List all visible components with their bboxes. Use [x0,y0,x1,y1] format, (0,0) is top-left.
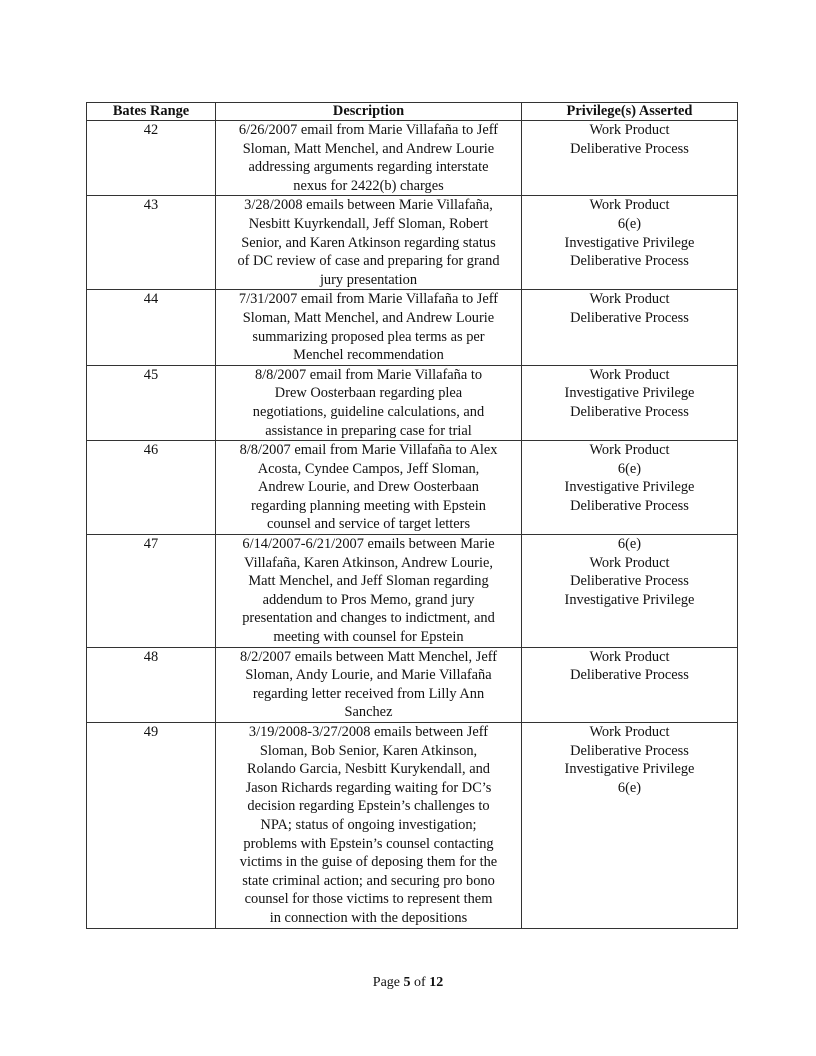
description-line: victims in the guise of deposing them for the [239,854,498,871]
description-line: summarizing proposed plea terms as per [252,328,485,345]
header-description: Description [216,103,522,121]
privilege-item: Work Product [589,554,670,571]
description-line: 6/26/2007 email from Marie Villafaña to Jeff [238,122,499,138]
bates-range-cell: 45 [87,365,216,440]
description-line: Menchel recommendation [293,347,444,364]
description-cell [216,290,522,365]
description-line: Sloman, Bob Senior, Karen Atkinson, [259,742,478,759]
description-cell [216,365,522,440]
description-line: addendum to Pros Memo, grand jury [262,591,475,608]
table-row [87,647,738,722]
privilege-item: Deliberative Process [570,309,689,326]
table-body [87,121,738,929]
description-line: counsel and service of target letters [266,516,471,533]
description-cell [216,441,522,535]
description-line: Drew Oosterbaan regarding plea [274,385,463,402]
bates-range-cell: 44 [87,290,216,365]
table-row [87,535,738,648]
table-row [87,365,738,440]
description-line: 8/8/2007 email from Marie Villafaña to [254,366,483,383]
bates-range-cell: 46 [87,441,216,535]
table-row [87,290,738,365]
privilege-item: Work Product [589,291,670,308]
description-line: NPA; status of ongoing investigation; [260,816,477,833]
description-cell [216,535,522,648]
privilege-item: Investigative Privilege [564,761,695,778]
table-row [87,121,738,196]
privilege-item: Deliberative Process [570,573,689,590]
privileges-cell [522,647,738,722]
privilege-item: 6(e) [617,215,642,232]
privilege-item: Deliberative Process [570,403,689,420]
description-line: 3/28/2008 emails between Marie Villafaña, [244,197,493,214]
privilege-item: Work Product [589,442,670,459]
privileges-cell [522,121,738,196]
bates-range-cell: 48 [87,647,216,722]
privilege-log-table [86,102,738,929]
description-line: decision regarding Epstein’s challenges to [247,798,490,815]
description-line: Jason Richards regarding waiting for DC’s [245,779,492,796]
description-line: nexus for 2422(b) charges [293,177,444,194]
description-line: assistance in preparing case for trial [265,422,472,439]
bates-range-cell: 47 [87,535,216,648]
description-cell [216,647,522,722]
description-line: in connection with the depositions [269,909,468,926]
header-bates-range: Bates Range [87,103,216,121]
description-line: negotiations, guideline calculations, and [252,403,485,420]
table-row [87,723,738,929]
table-row [87,441,738,535]
description-line: Sloman, Andy Lourie, and Marie Villafaña [245,667,492,684]
description-line: Acosta, Cyndee Campos, Jeff Sloman, [257,460,480,477]
privilege-item: Work Product [589,197,670,214]
privileges-cell [522,290,738,365]
privilege-item: Deliberative Process [570,140,689,157]
bates-range-cell: 43 [87,196,216,290]
privilege-item: 6(e) [617,779,642,796]
privilege-log-table-wrapper [86,102,737,929]
privilege-item: Deliberative Process [570,667,689,684]
description-cell [216,196,522,290]
description-line: Andrew Lourie, and Drew Oosterbaan [258,479,479,496]
description-line: 8/8/2007 email from Marie Villafaña to Alex [239,442,498,459]
footer-current-page: 5 [403,975,411,990]
privilege-item: Investigative Privilege [564,479,695,496]
description-line: presentation and changes to indictment, and [242,610,495,627]
description-line: Senior, and Karen Atkinson regarding status [241,234,496,251]
description-line: 8/2/2007 emails between Matt Menchel, Jeff [239,648,498,665]
description-line: 7/31/2007 email from Marie Villafaña to Jeff [238,291,499,308]
description-line: of DC review of case and preparing for grand [237,253,500,270]
description-cell [216,121,522,196]
description-line: Nesbitt Kuyrkendall, Jeff Sloman, Robert [248,215,489,232]
description-line: counsel for those victims to represent them [244,891,493,908]
page-footer [0,975,816,991]
header-privileges-asserted: Privilege(s) Asserted [522,103,738,121]
description-line: 6/14/2007-6/21/2007 emails between Marie [242,536,495,553]
description-line: problems with Epstein’s counsel contacting [243,835,494,852]
description-line: regarding letter received from Lilly Ann [252,685,485,702]
description-line: Sloman, Matt Menchel, and Andrew Lourie [242,309,495,326]
description-line: Matt Menchel, and Jeff Sloman regarding [248,573,489,590]
footer-total-pages: 12 [429,975,444,990]
description-cell [216,723,522,929]
description-line: addressing arguments regarding interstate [248,159,489,176]
description-line: Sloman, Matt Menchel, and Andrew Lourie [242,140,495,157]
privilege-item: Work Product [589,648,670,665]
description-line: 3/19/2008-3/27/2008 emails between Jeff [248,724,489,740]
table-header-row [87,103,738,121]
description-line: meeting with counsel for Epstein [273,629,464,646]
description-line: regarding planning meeting with Epstein [251,497,486,514]
description-line: Rolando Garcia, Nesbitt Kurykendall, and [247,761,490,778]
privilege-item: Work Product [589,366,670,383]
table-row [87,196,738,290]
privilege-item: Work Product [589,122,670,138]
privilege-item: Deliberative Process [570,742,689,759]
privilege-item: Deliberative Process [570,253,689,270]
privilege-item: Investigative Privilege [564,234,695,251]
privileges-cell [522,723,738,929]
privilege-item: Investigative Privilege [564,591,695,608]
privileges-cell [522,535,738,648]
description-line: state criminal action; and securing pro bono [242,872,495,889]
description-line: jury presentation [319,271,418,288]
description-line: Sanchez [344,704,393,721]
privilege-item: 6(e) [617,536,642,553]
bates-range-cell: 42 [87,121,216,196]
privilege-item: Deliberative Process [570,497,689,514]
privileges-cell [522,441,738,535]
privilege-item: Work Product [589,724,670,740]
footer-middle: of [410,975,430,990]
privileges-cell [522,196,738,290]
footer-prefix: Page [372,975,404,990]
privileges-cell [522,365,738,440]
privilege-item: Investigative Privilege [564,385,695,402]
description-line: Villafaña, Karen Atkinson, Andrew Lourie, [244,554,493,571]
privilege-item: 6(e) [617,460,642,477]
bates-range-cell: 49 [87,723,216,929]
